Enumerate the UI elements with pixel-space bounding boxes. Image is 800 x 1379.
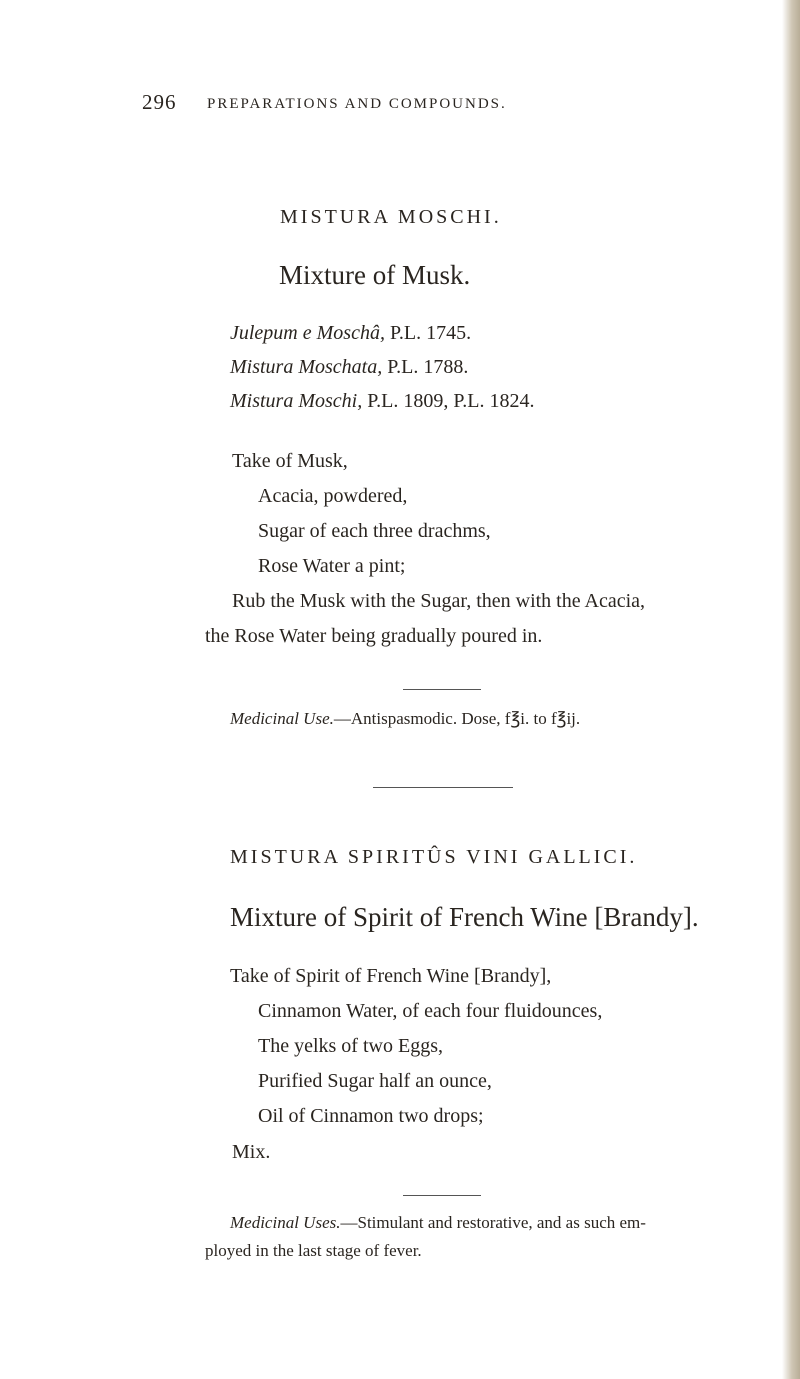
recipe-line: Take of Musk, [232, 450, 348, 472]
recipe-line: Take of Spirit of French Wine [Brandy], [230, 965, 552, 987]
recipe-line: Sugar of each three drachms, [258, 520, 491, 542]
synonym-name: Mistura Moschi, [230, 390, 363, 412]
section1-title: MISTURA MOSCHI. [280, 206, 502, 228]
medicinal-use-label: Medicinal Use. [230, 709, 334, 728]
medicinal-uses [230, 1213, 646, 1233]
section-divider [373, 787, 513, 788]
section1-subtitle: Mixture of Musk. [279, 260, 471, 290]
recipe-line: Rub the Musk with the Sugar, then with the Acacia, [232, 590, 646, 612]
medicinal-uses-text: —Stimulant and restorative, and as such em- [340, 1213, 646, 1232]
running-head: PREPARATIONS AND COMPOUNDS. [207, 96, 507, 112]
recipe-line: Cinnamon Water, of each four fluidounces, [258, 1000, 603, 1022]
medicinal-uses-continued: ployed in the last stage of fever. [205, 1241, 422, 1260]
recipe-line: Oil of Cinnamon two drops; [258, 1105, 484, 1127]
synonym-ref: P.L. 1809, P.L. 1824. [362, 390, 535, 412]
page-edge-shadow [782, 0, 800, 1379]
synonym-line [230, 390, 534, 413]
short-divider [403, 689, 481, 690]
section2-subtitle: Mixture of Spirit of French Wine [Brandy]. [230, 902, 699, 932]
page-number: 296 [142, 90, 177, 114]
synonym-line [230, 356, 468, 379]
medicinal-use [230, 709, 580, 729]
medicinal-use-text: —Antispasmodic. Dose, f℥i. to f℥ij. [333, 709, 581, 728]
recipe-line: Purified Sugar half an ounce, [258, 1070, 492, 1092]
synonym-name: Julepum e Moschâ, [230, 322, 385, 344]
short-divider [403, 1195, 481, 1196]
recipe-line: Mix. [232, 1141, 271, 1163]
recipe-line: Acacia, powdered, [258, 485, 408, 507]
section2-title: MISTURA SPIRITÛS VINI GALLICI. [230, 846, 638, 868]
synonym-ref: P.L. 1788. [382, 356, 469, 378]
recipe-line: The yelks of two Eggs, [258, 1035, 443, 1057]
synonym-name: Mistura Moschata, [230, 356, 383, 378]
synonym-ref: P.L. 1745. [384, 322, 472, 344]
medicinal-uses-label: Medicinal Uses. [230, 1213, 341, 1232]
synonym-line [230, 322, 471, 345]
recipe-line: Rose Water a pint; [258, 555, 406, 577]
recipe-line: the Rose Water being gradually poured in. [205, 625, 543, 647]
